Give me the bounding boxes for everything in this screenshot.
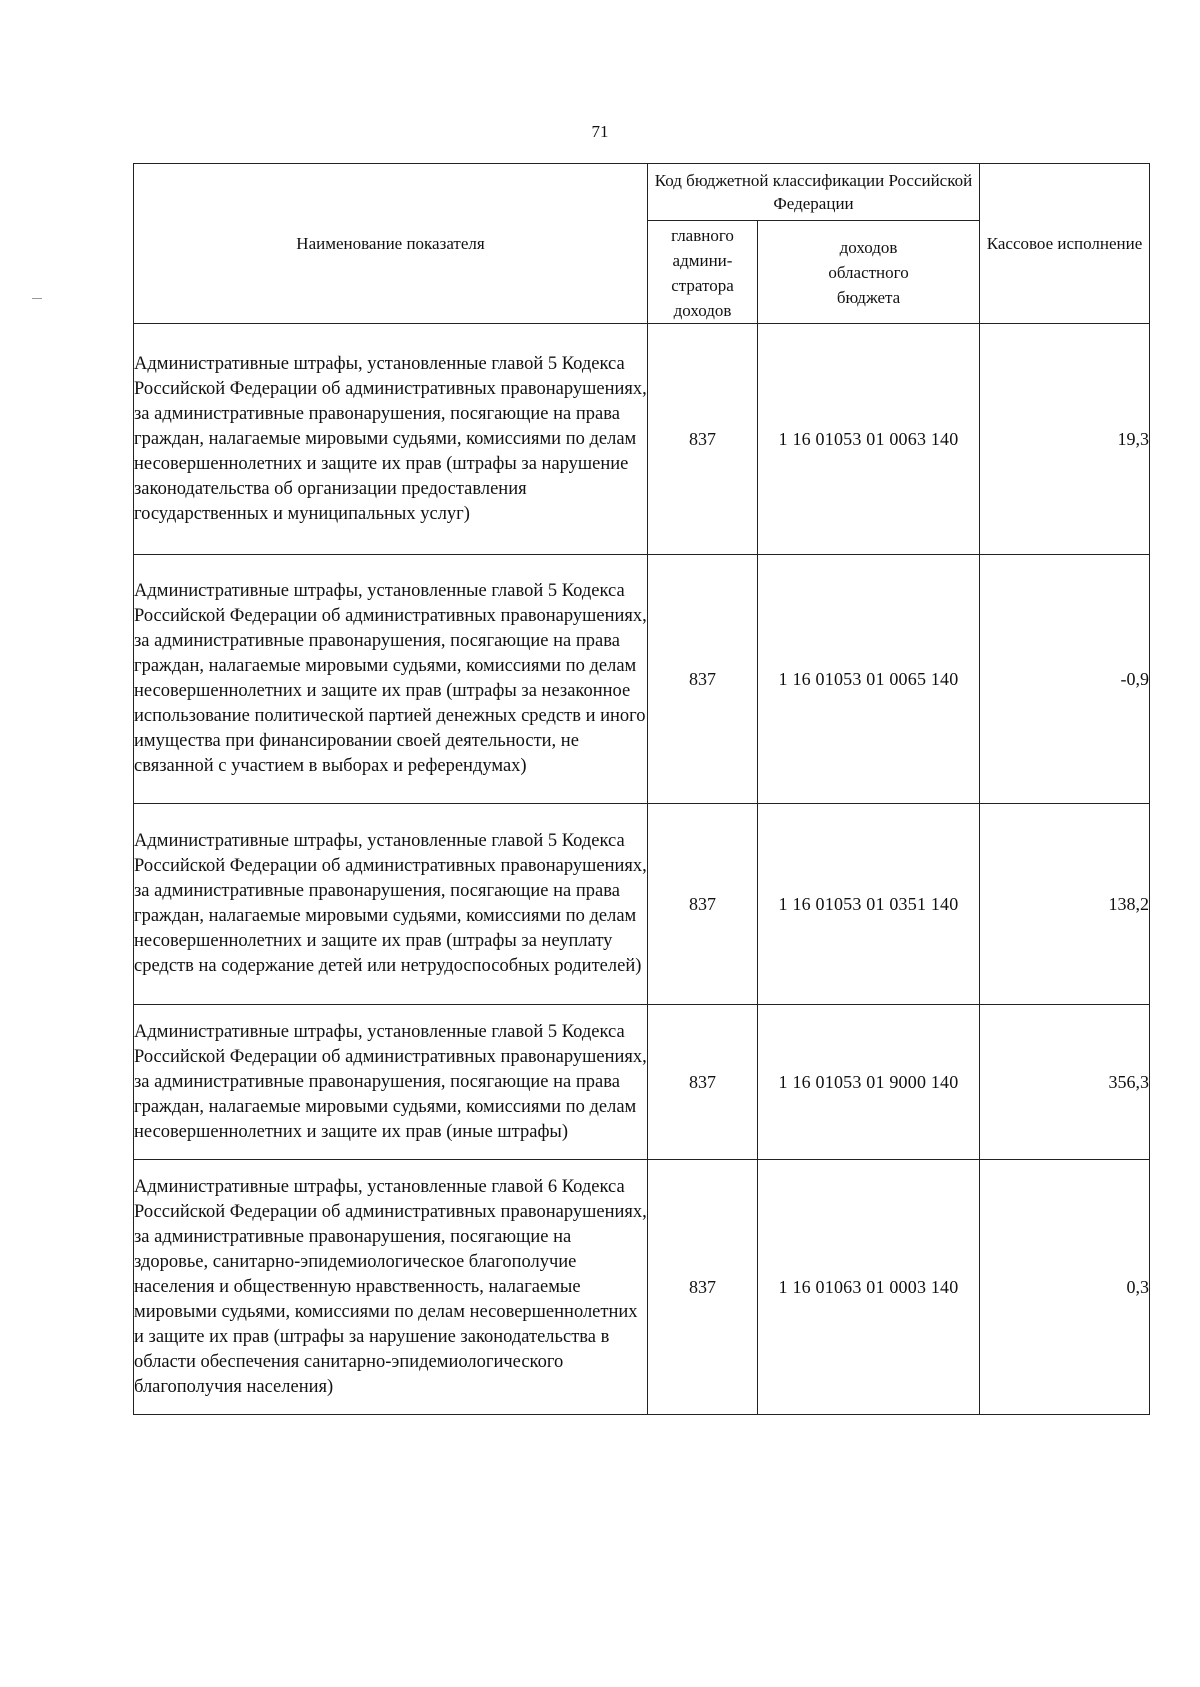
page-number: 71	[591, 122, 609, 141]
row-name: Административные штрафы, установленные главой 5 Кодекса Российской Федерации об административных правонарушениях, за административные правонарушения, посягающие на права граждан, налагаемые мировыми судьями, комиссиями по делам несовершеннолетних и защите их прав (штрафы за нарушение законодательства об организации предоставления государственных и муниципальных услуг)	[134, 324, 648, 555]
row-admin: 837	[648, 804, 758, 1005]
row-name: Административные штрафы, установленные главой 6 Кодекса Российской Федерации об административных правонарушениях, за административные правонарушения, посягающие на здоровье, санитарно-эпидемиологическое благополучие населения и общественную нравственность, налагаемые мировыми судьями, комиссиями по делам несовершеннолетних и защите их прав (штрафы за нарушение законодательства в области обеспечения санитарно-эпидемиологического благополучия населения)	[134, 1160, 648, 1415]
header-admin-line: доходов	[673, 301, 732, 320]
header-admin-line: админи-	[672, 251, 733, 270]
row-admin: 837	[648, 555, 758, 804]
header-admin-line: главного	[671, 226, 734, 245]
row-admin: 837	[648, 324, 758, 555]
row-name: Административные штрафы, установленные главой 5 Кодекса Российской Федерации об административных правонарушениях, за административные правонарушения, посягающие на права граждан, налагаемые мировыми судьями, комиссиями по делам несовершеннолетних и защите их прав (штрафы за неуплату средств на содержание детей или нетрудоспособных родителей)	[134, 804, 648, 1005]
header-code: доходов областного бюджета	[758, 221, 980, 324]
header-admin	[648, 221, 758, 324]
budget-table	[133, 163, 1150, 1415]
row-code: 1 16 01053 01 9000 140	[758, 1005, 980, 1160]
row-name: Административные штрафы, установленные главой 5 Кодекса Российской Федерации об административных правонарушениях, за административные правонарушения, посягающие на права граждан, налагаемые мировыми судьями, комиссиями по делам несовершеннолетних и защите их прав (штрафы за незаконное использование политической партией денежных средств и иного имущества при финансировании своей деятельности, не связанной с участием в выборах и референдумах)	[134, 555, 648, 804]
row-code: 1 16 01063 01 0003 140	[758, 1160, 980, 1415]
row-admin: 837	[648, 1160, 758, 1415]
row-name: Административные штрафы, установленные главой 5 Кодекса Российской Федерации об административных правонарушениях, за административные правонарушения, посягающие на права граждан, налагаемые мировыми судьями, комиссиями по делам несовершеннолетних и защите их прав (иные штрафы)	[134, 1005, 648, 1160]
row-code: 1 16 01053 01 0351 140	[758, 804, 980, 1005]
header-admin-line: стратора	[671, 276, 734, 295]
header-exec: Кассовое исполнение	[980, 164, 1150, 324]
row-code: 1 16 01053 01 0065 140	[758, 555, 980, 804]
margin-mark	[32, 298, 42, 299]
table-row	[134, 1160, 1150, 1415]
row-exec: 19,3	[980, 324, 1150, 555]
row-exec: -0,9	[980, 555, 1150, 804]
row-exec: 356,3	[980, 1005, 1150, 1160]
header-code-group: Код бюджетной классификации Российской Федерации	[648, 164, 980, 221]
row-exec: 138,2	[980, 804, 1150, 1005]
table-row	[134, 555, 1150, 804]
table-row	[134, 324, 1150, 555]
table-row	[134, 1005, 1150, 1160]
header-name: Наименование показателя	[134, 164, 648, 324]
header-row-1	[134, 164, 1150, 221]
row-code: 1 16 01053 01 0063 140	[758, 324, 980, 555]
row-exec: 0,3	[980, 1160, 1150, 1415]
table-row	[134, 804, 1150, 1005]
row-admin: 837	[648, 1005, 758, 1160]
